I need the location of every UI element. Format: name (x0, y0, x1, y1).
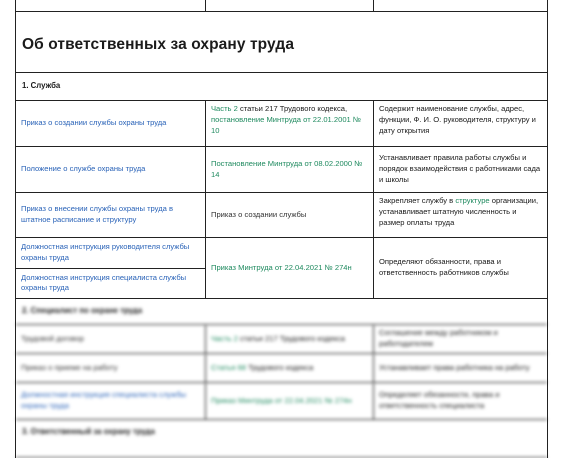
stub-cell (374, 0, 547, 11)
law-link[interactable]: Приказ Минтруда от 22.04.2021 № 274н (211, 262, 352, 272)
section-heading-row (16, 420, 547, 458)
legal-basis-text: Трудового кодекса (246, 362, 314, 372)
description-text: Закрепляет службу в (379, 196, 456, 206)
table-row (16, 238, 547, 299)
stub-cell (206, 0, 374, 11)
description-cell: Устанавливает правила работы службы и порядок взаимодействия с работниками сада и школы (379, 153, 541, 184)
page-title: Об ответственных за охрану труда (22, 36, 295, 53)
section-heading-row (16, 73, 547, 101)
description-text: организации, устанавливает штатную численность и размер оплаты труда (379, 196, 539, 227)
description-cell: Устанавливает права работника на работу (379, 362, 530, 372)
table-row (16, 325, 547, 354)
table-row (16, 101, 547, 147)
description-cell: Содержит наименование службы, адрес, функции, Ф. И. О. руководителя, структуру и дату открытия (379, 104, 536, 135)
table-row (16, 193, 547, 238)
section-heading-row (16, 299, 547, 325)
law-link[interactable]: Часть 2 (211, 333, 238, 343)
legal-basis-cell (206, 383, 374, 419)
stub-cell (16, 0, 206, 11)
legal-basis-cell (206, 238, 374, 298)
table-top-stub-row (16, 0, 547, 12)
structure-link[interactable]: структуре (455, 196, 490, 206)
legal-basis-text: статьи 217 Трудового кодекса, (237, 104, 348, 114)
description-cell (374, 193, 547, 237)
table-row (16, 354, 547, 383)
description-cell: Определяет обязанности, права и ответственность специалиста (379, 390, 500, 411)
law-link[interactable]: Постановление Минтруда от 08.02.2000 № 14 (211, 158, 363, 179)
legal-basis-text: статьи 217 Трудового кодекса (237, 333, 345, 343)
document-link[interactable]: Приказ о создании службы охраны труда (16, 101, 206, 146)
legal-basis-cell (206, 325, 374, 353)
legal-basis-cell (206, 147, 374, 192)
title-row (16, 12, 547, 73)
legal-basis-cell (206, 354, 374, 382)
document-link[interactable]: Должностная инструкция специалиста службы охраны труда (16, 383, 206, 419)
responsibles-table (15, 0, 548, 458)
section-heading: 3. Ответственный за охрану труда (22, 427, 155, 437)
document-stack (16, 238, 206, 298)
description-cell: Соглашение между работником и работодателем (379, 328, 498, 349)
section-heading: 1. Служба (22, 81, 61, 90)
document-link[interactable]: Должностная инструкция руководителя службы охраны труда (21, 242, 190, 262)
description-cell: Определяют обязанности, права и ответственность работников службы (379, 257, 509, 278)
law-link[interactable]: Статья 68 (211, 362, 247, 372)
law-link[interactable]: Приказ Минтруда от 22.04.2021 № 274н (211, 395, 352, 405)
section-heading: 2. Специалист по охране труда (22, 306, 143, 316)
document-link[interactable]: Положение о службе охраны труда (16, 147, 206, 192)
document-name: Трудовой договор (16, 325, 206, 353)
table-row (16, 383, 547, 420)
document-link[interactable]: Должностная инструкция специалиста службы охраны труда (16, 268, 205, 299)
legal-basis-cell (206, 101, 374, 146)
document-name: Приказ о приеме на работу (16, 354, 206, 382)
law-link[interactable]: постановление Минтруда от 22.01.2001 № 10 (211, 114, 362, 135)
legal-basis-text: Приказ о создании службы (206, 193, 374, 237)
document-link[interactable]: Приказ о внесении службы охраны труда в штатное расписание и структуру (16, 193, 206, 237)
law-link[interactable]: Часть 2 (211, 104, 238, 114)
table-row (16, 147, 547, 193)
